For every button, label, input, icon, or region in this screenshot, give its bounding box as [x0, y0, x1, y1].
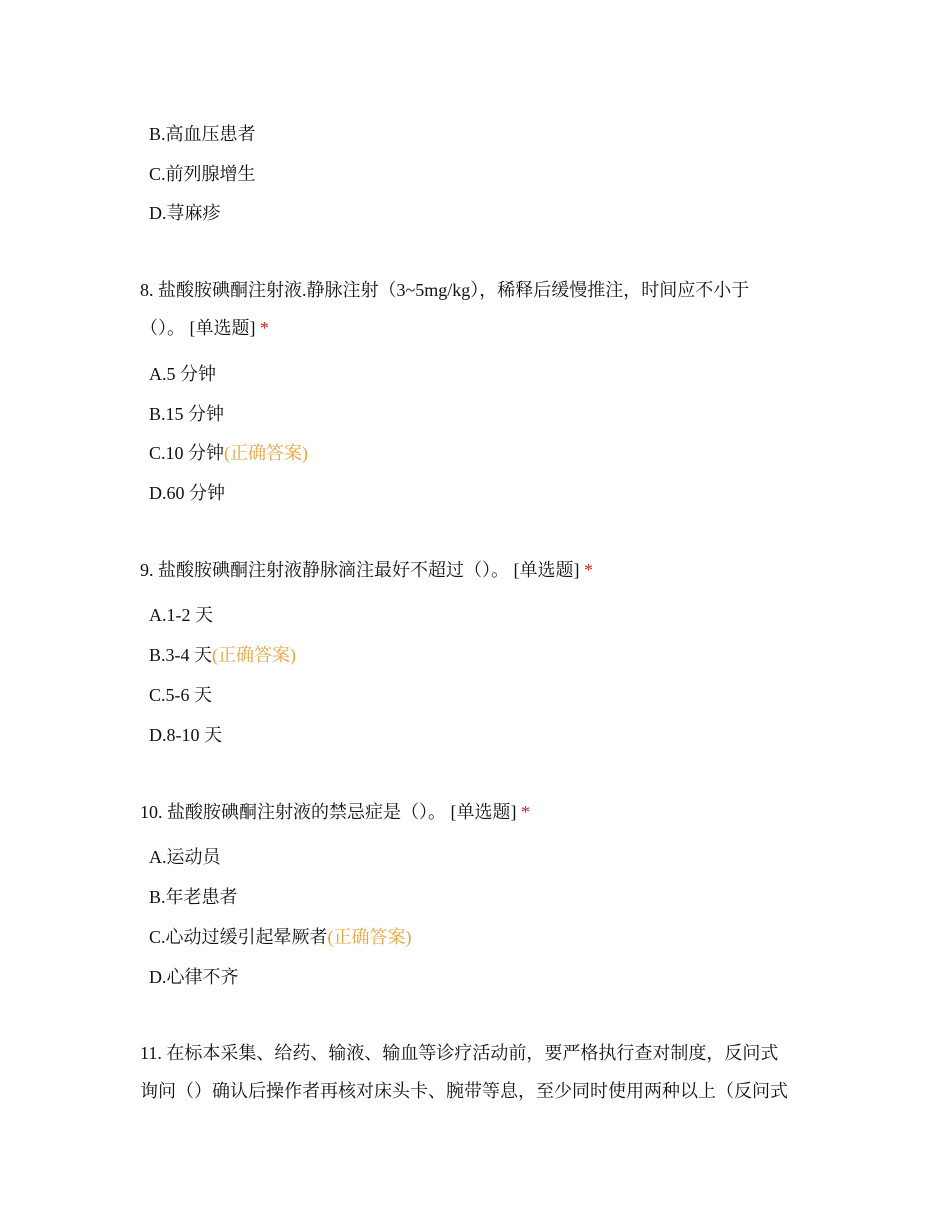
question-10-option-a: A.运动员 [149, 847, 221, 867]
question-9-option-b: B.3-4 天(正确答案) [149, 645, 296, 665]
question-10-option-d: D.心律不齐 [149, 967, 239, 987]
question-10-option-c: C.心动过缓引起晕厥者(正确答案) [149, 927, 412, 947]
question-8-option-b: B.15 分钟 [149, 404, 225, 424]
question-10-option-b: B.年老患者 [149, 887, 238, 907]
required-asterisk: * [521, 802, 530, 822]
option-b: B.高血压患者 [149, 124, 256, 144]
required-asterisk: * [584, 560, 593, 580]
question-8-text: 8. 盐酸胺碘酮注射液.静脉注射（3~5mg/kg），稀释后缓慢推注，时间应不小于 [140, 280, 750, 300]
correct-answer-tag: (正确答案) [224, 443, 309, 463]
question-11-text-cont: 询问（）确认后操作者再核对床头卡、腕带等息，至少同时使用两种以上（反问式 [140, 1081, 788, 1101]
required-asterisk: * [260, 318, 269, 338]
question-11-text: 11. 在标本采集、给药、输液、输血等诊疗活动前，要严格执行查对制度，反问式 [140, 1043, 779, 1063]
question-9-option-a: A.1-2 天 [149, 605, 213, 625]
correct-answer-tag: (正确答案) [327, 927, 412, 947]
question-10-text: 10. 盐酸胺碘酮注射液的禁忌症是（）。 [单选题] * [140, 802, 530, 822]
option-c: C.前列腺增生 [149, 164, 256, 184]
question-8-option-a: A.5 分钟 [149, 364, 216, 384]
question-9-option-d: D.8-10 天 [149, 725, 222, 745]
question-8-option-c: C.10 分钟(正确答案) [149, 443, 309, 463]
option-d: D.荨麻疹 [149, 203, 221, 223]
question-8-text-cont: （）。 [单选题] * [140, 318, 269, 338]
question-8-option-d: D.60 分钟 [149, 483, 225, 503]
question-9-option-c: C.5-6 天 [149, 685, 212, 705]
correct-answer-tag: (正确答案) [212, 645, 296, 665]
question-9-text: 9. 盐酸胺碘酮注射液静脉滴注最好不超过（）。 [单选题] * [140, 560, 593, 580]
